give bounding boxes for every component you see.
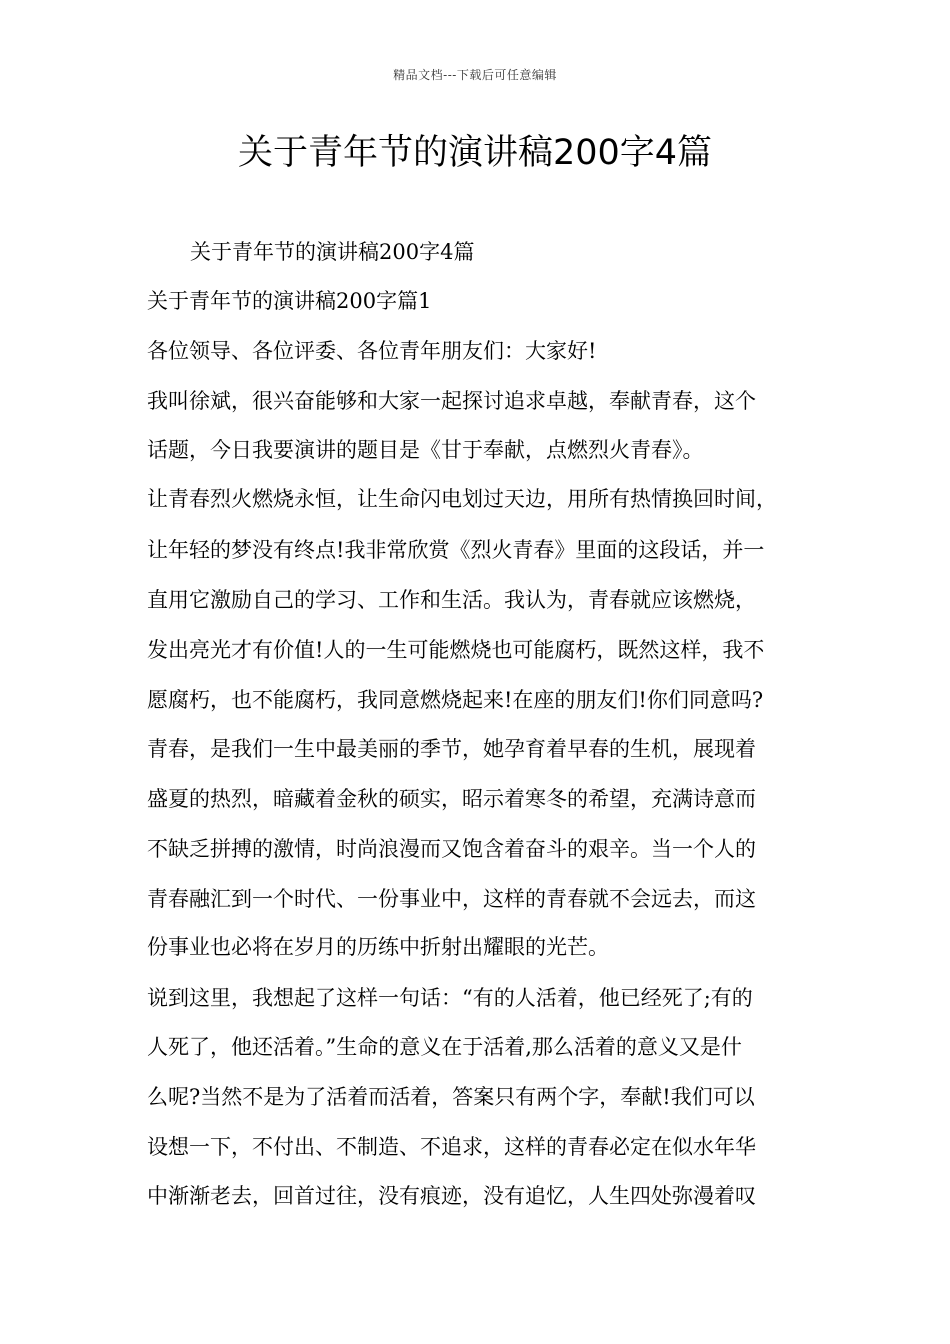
document-title: 关于青年节的演讲稿200字4篇 (237, 133, 713, 173)
body-line: 青春融汇到一个时代、一份事业中，这样的青春就不会远去，而这 (147, 887, 756, 911)
body-line: 青春，是我们一生中最美丽的季节，她孕育着早春的生机，展现着 (147, 737, 756, 761)
body-line: 让青春烈火燃烧永恒，让生命闪电划过天边，用所有热情换回时间， (147, 487, 777, 511)
body-line: 不缺乏拼搏的激情，时尚浪漫而又饱含着奋斗的艰辛。当一个人的 (147, 837, 756, 861)
body-line: 我叫徐斌，很兴奋能够和大家一起探讨追求卓越，奉献青春，这个 (147, 389, 756, 413)
body-line: 说到这里，我想起了这样一句话：“有的人活着，他已经死了;有的 (147, 986, 753, 1010)
body-line: 份事业也必将在岁月的历练中折射出耀眼的光芒。 (147, 935, 609, 959)
body-line: 话题，今日我要演讲的题目是《甘于奉献，点燃烈火青春》。 (147, 438, 704, 462)
body-line: 人死了，他还活着。”生命的意义在于活着,那么活着的意义又是什 (147, 1035, 742, 1059)
body-line: 直用它激励自己的学习、工作和生活。我认为，青春就应该燃烧， (147, 588, 756, 612)
intro-title-line: 关于青年节的演讲稿200字4篇 (190, 240, 475, 264)
body-line: 盛夏的热烈，暗藏着金秋的硕实，昭示着寒冬的希望，充满诗意而 (147, 787, 756, 811)
body-line: 中渐渐老去，回首过往，没有痕迹，没有追忆，人生四处弥漫着叹 (147, 1184, 756, 1208)
body-line: 各位领导、各位评委、各位青年朋友们：大家好! (147, 339, 597, 363)
header-note: 精品文档---下载后可任意编辑 (393, 68, 557, 82)
body-line: 么呢?当然不是为了活着而活着，答案只有两个字，奉献!我们可以 (147, 1085, 755, 1109)
section-heading: 关于青年节的演讲稿200字篇1 (147, 289, 432, 313)
body-line: 发出亮光才有价值!人的一生可能燃烧也可能腐朽，既然这样，我不 (147, 638, 765, 662)
body-line: 让年轻的梦没有终点!我非常欣赏《烈火青春》里面的这段话，并一 (147, 538, 765, 562)
body-line: 愿腐朽，也不能腐朽，我同意燃烧起来!在座的朋友们!你们同意吗? (147, 688, 764, 712)
body-line: 设想一下，不付出、不制造、不追求，这样的青春必定在似水年华 (147, 1135, 756, 1159)
